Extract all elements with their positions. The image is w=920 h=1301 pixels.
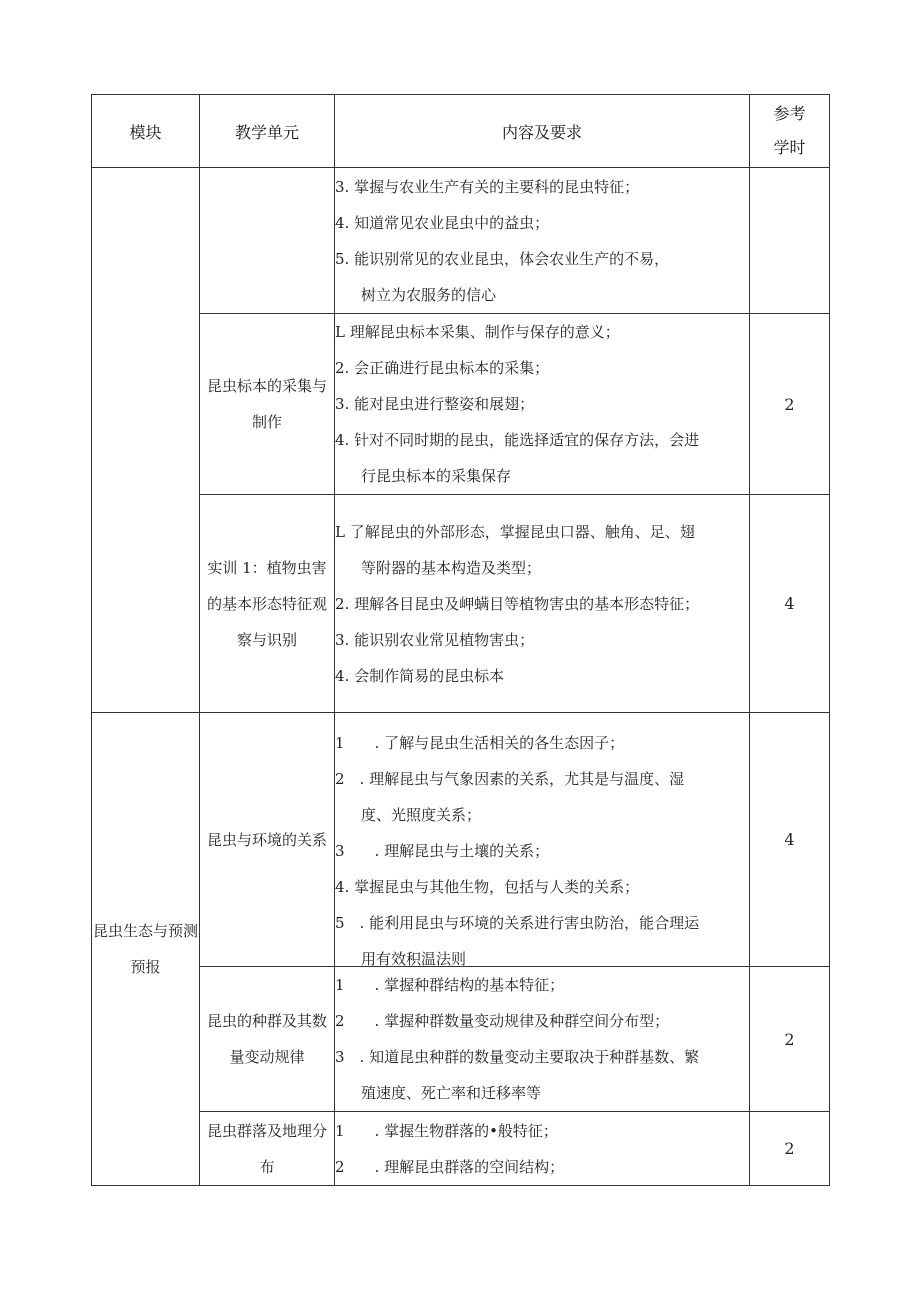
content-line: 2. 理解各目昆虫及岬螨目等植物害虫的基本形态特征； bbox=[335, 594, 700, 613]
header-hours-line2: 学时 bbox=[773, 138, 806, 157]
content-line: 等附器的基本构造及类型； bbox=[361, 558, 542, 577]
table-row bbox=[92, 168, 830, 314]
content-line: 3 . 知道昆虫种群的数量变动主要取决于种群基数、繁 bbox=[335, 1048, 700, 1066]
content-line: 3. 能识别农业常见植物害虫； bbox=[335, 630, 535, 649]
module-cell bbox=[92, 168, 200, 713]
hours-cell: 2 bbox=[750, 314, 830, 495]
content-line: 2 . 理解昆虫与气象因素的关系，尤其是与温度、湿 bbox=[335, 769, 685, 788]
content-line: 5 . 能利用昆虫与环境的关系进行害虫防治，能合理运 bbox=[335, 913, 700, 932]
header-hours-line1: 参考 bbox=[773, 104, 806, 123]
hours-cell: 2 bbox=[750, 967, 830, 1112]
content-cell bbox=[335, 967, 750, 1112]
content-line: 3 . 理解昆虫与土壤的关系； bbox=[335, 841, 550, 860]
header-content: 内容及要求 bbox=[335, 95, 750, 168]
content-line: 2 . 理解昆虫群落的空间结构； bbox=[335, 1157, 565, 1176]
content-line: 3. 掌握与农业生产有关的主要科的昆虫特征； bbox=[335, 177, 640, 196]
content-line: 4. 针对不同时期的昆虫，能选择适宜的保存方法，会进 bbox=[335, 431, 700, 449]
unit-cell: 昆虫的种群及其数量变动规律 bbox=[200, 967, 335, 1112]
content-line: 1 . 了解与昆虫生活相关的各生态因子； bbox=[335, 733, 625, 752]
content-line: 2 . 掌握种群数量变动规律及种群空间分布型； bbox=[335, 1012, 670, 1030]
table-row bbox=[92, 967, 830, 1112]
unit-cell: 昆虫与环境的关系 bbox=[200, 713, 335, 967]
content-line: 3. 能对昆虫进行整姿和展翅； bbox=[335, 395, 535, 413]
content-line: 1 . 掌握种群结构的基本特征； bbox=[335, 976, 565, 994]
unit-cell: 昆虫标本的采集与制作 bbox=[200, 314, 335, 495]
header-unit: 教学单元 bbox=[200, 95, 335, 168]
table-row bbox=[92, 314, 830, 495]
content-line: 5. 能识别常见的农业昆虫，体会农业生产的不易， bbox=[335, 249, 670, 268]
unit-cell: 昆虫群落及地理分布 bbox=[200, 1112, 335, 1186]
content-line: 树立为农服务的信心 bbox=[361, 285, 497, 304]
content-cell bbox=[335, 314, 750, 495]
hours-cell bbox=[750, 168, 830, 314]
content-cell bbox=[335, 1112, 750, 1186]
unit-cell bbox=[200, 168, 335, 314]
content-line: 4. 会制作简易的昆虫标本 bbox=[335, 666, 505, 685]
table-row bbox=[92, 713, 830, 967]
content-cell bbox=[335, 713, 750, 967]
content-line: 2. 会正确进行昆虫标本的采集； bbox=[335, 359, 550, 377]
curriculum-table bbox=[91, 94, 830, 1186]
content-line: 1 . 掌握生物群落的•般特征； bbox=[335, 1121, 558, 1140]
content-line: 用有效积温法则 bbox=[361, 949, 467, 968]
header-module: 模块 bbox=[92, 95, 200, 168]
header-row bbox=[92, 95, 830, 168]
content-cell bbox=[335, 168, 750, 314]
content-line: 度、光照度关系； bbox=[361, 805, 482, 824]
header-hours bbox=[750, 95, 830, 168]
unit-cell: 实训 1：植物虫害的基本形态特征观察与识别 bbox=[200, 495, 335, 713]
table-row bbox=[92, 1112, 830, 1186]
content-line: 4. 知道常见农业昆虫中的益虫； bbox=[335, 213, 550, 232]
content-line: 4. 掌握昆虫与其他生物，包括与人类的关系； bbox=[335, 877, 640, 896]
content-line: L 理解昆虫标本采集、制作与保存的意义； bbox=[335, 323, 620, 341]
table-row bbox=[92, 495, 830, 713]
content-line: 行昆虫标本的采集保存 bbox=[361, 467, 512, 485]
hours-cell: 2 bbox=[750, 1112, 830, 1186]
content-line: L 了解昆虫的外部形态，掌握昆虫口器、触角、足、翅 bbox=[335, 522, 695, 541]
hours-cell: 4 bbox=[750, 713, 830, 967]
module-cell: 昆虫生态与预测预报 bbox=[92, 713, 200, 1186]
content-cell bbox=[335, 495, 750, 713]
content-line: 殖速度、死亡率和迁移率等 bbox=[361, 1084, 542, 1102]
hours-cell: 4 bbox=[750, 495, 830, 713]
